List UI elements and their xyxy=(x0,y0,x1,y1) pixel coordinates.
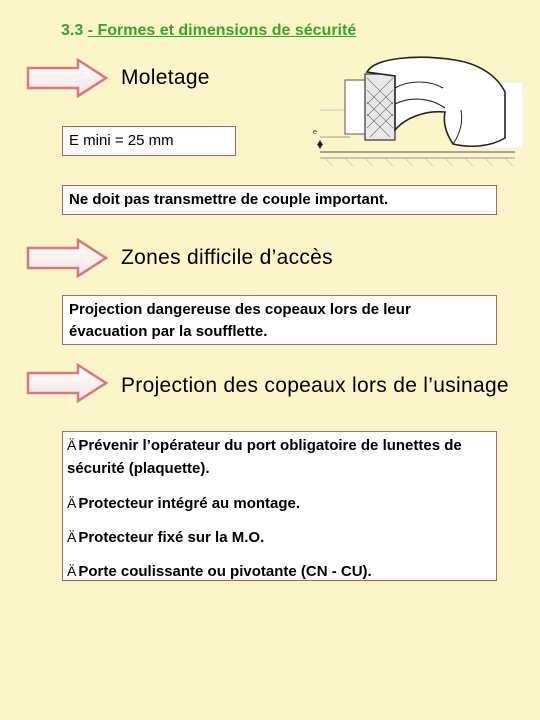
safety-item xyxy=(67,526,492,549)
torque-note-text: Ne doit pas transmettre de couple important. xyxy=(69,191,389,208)
projection-warning-box xyxy=(62,295,497,345)
bullet-arrow-icon: Ä xyxy=(67,495,77,511)
safety-item-text: Protecteur intégré au montage. xyxy=(78,495,301,512)
arrow-right-icon xyxy=(26,58,108,98)
safety-item-text: Porte coulissante ou pivotante (CN - CU). xyxy=(78,563,372,580)
safety-item xyxy=(67,434,492,480)
projection-warning-text: Projection dangereuse des copeaux lors de leur évacuation par la soufflette. xyxy=(69,301,411,340)
section-number: 3.3 xyxy=(61,22,88,39)
section-title xyxy=(61,22,356,40)
heading-moletage: Moletage xyxy=(121,66,210,89)
heading-projection-usinage: Projection des copeaux lors de l’usinage xyxy=(121,374,509,397)
safety-item-text: Prévenir l’opérateur du port obligatoire de lunettes de sécurité (plaquette). xyxy=(67,437,462,477)
safety-item xyxy=(67,492,492,515)
arrow-right-icon xyxy=(26,238,108,278)
section-title-text: - Formes et dimensions de sécurité xyxy=(87,22,357,39)
min-dimension-box xyxy=(62,126,236,156)
bullet-arrow-icon: Ä xyxy=(67,437,77,453)
safety-item xyxy=(67,560,492,583)
bullet-arrow-icon: Ä xyxy=(67,529,77,545)
dimension-label-e: e xyxy=(313,129,317,136)
arrow-right-icon xyxy=(26,363,108,403)
bullet-arrow-icon: Ä xyxy=(67,563,77,579)
safety-item-text: Protecteur fixé sur la M.O. xyxy=(78,529,265,546)
safety-measures-box xyxy=(62,431,497,581)
heading-zones-difficiles: Zones difficile d’accès xyxy=(121,246,333,269)
torque-note-box xyxy=(62,185,497,215)
min-dimension-text: E mini = 25 mm xyxy=(69,132,174,149)
knurled-knob-illustration xyxy=(305,52,525,182)
